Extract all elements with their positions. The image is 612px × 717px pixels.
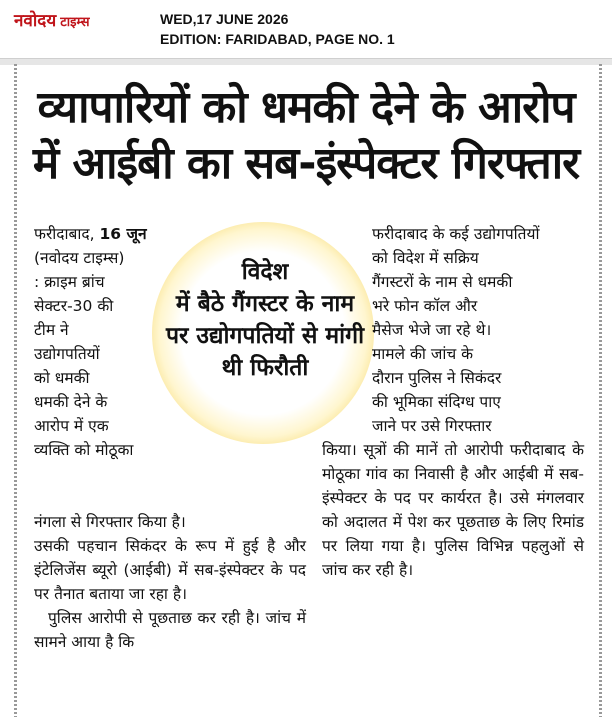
body-line: मामले की जांच के [372,345,474,363]
body-paragraph: उसकी पहचान सिकंदर के रूप में हुई है और इंटेलिजेंस ब्यूरो (आईबी) में सब-इंस्पेक्टर के पद पर तैनात बताया जा रहा है। [34,537,306,603]
header-rule [0,58,612,65]
logo-main: नवोदय [14,11,57,31]
edition-label: EDITION: FARIDABAD, PAGE NO. 1 [160,31,395,47]
dateline-date: 16 जून [99,225,147,243]
dateline-place: फरीदाबाद, [34,225,95,243]
headline-line-1: व्यापारियों को धमकी देने के आरोप [37,82,575,133]
body-line: नंगला से गिरफ्तार किया है। [34,513,186,531]
highlight-line: में बैठे गैंगस्टर के नाम [175,291,355,317]
body-line: भरे फोन कॉल और [372,297,478,315]
body-line: व्यक्ति को मोठूका [34,441,134,459]
body-line: को धमकी [34,369,90,387]
highlight-line: विदेश [241,259,289,285]
body-line: सेक्टर-30 की [34,297,114,315]
page-header [0,0,612,58]
body-line: की भूमिका संदिग्ध पाए [372,393,501,411]
publication-date: WED,17 JUNE 2026 [160,11,289,27]
right-column-narrow [372,222,584,438]
body-line: टीम ने [34,321,69,339]
body-line: धमकी देने के [34,393,108,411]
agency-credit: (नवोदय टाइम्स) [34,249,125,267]
newspaper-logo [14,8,90,31]
body-line: गैंगस्टरों के नाम से धमकी [372,273,513,291]
body-line: आरोप में एक [34,417,109,435]
left-column-wide [34,510,306,654]
edition-info [160,9,395,49]
logo-sub: टाइम्स [60,15,90,30]
right-column-wide [322,438,584,582]
body-line: उद्योगपतियों [34,345,100,363]
right-margin-marks [599,64,602,717]
body-line: जाने पर उसे गिरफ्तार [372,417,492,435]
highlight-line: थी फिरौती [221,355,309,381]
body-paragraph: किया। सूत्रों की मानें तो आरोपी फरीदाबाद के मोठूका गांव का निवासी है और आईबी में सब-इंस्पेक्टर के पद पर कार्यरत है। उसे मंगलवार को अदालत में पेश कर पूछताछ के लिए रिमांड पर लिया गया है। पुलिस विभिन्न पहलुओं से जांच कर रही है। [322,441,584,579]
highlight-line: पर उद्योगपतियों से मांगी [165,323,365,349]
headline-line-2: में आईबी का सब-इंस्पेक्टर गिरफ्तार [32,138,580,189]
headline [20,80,592,192]
left-margin-marks [14,64,17,717]
body-line: फरीदाबाद के कई उद्योगपतियों [372,225,540,243]
body-line: दौरान पुलिस ने सिकंदर [372,369,502,387]
body-line: को विदेश में सक्रिय [372,249,479,267]
left-column-narrow [34,222,154,462]
highlight-quote [160,256,370,384]
body-line: मैसेज भेजे जा रहे थे। [372,321,492,339]
body-line: : क्राइम ब्रांच [34,273,105,291]
body-paragraph: पुलिस आरोपी से पूछताछ कर रही है। जांच में सामने आया है कि [34,609,306,651]
